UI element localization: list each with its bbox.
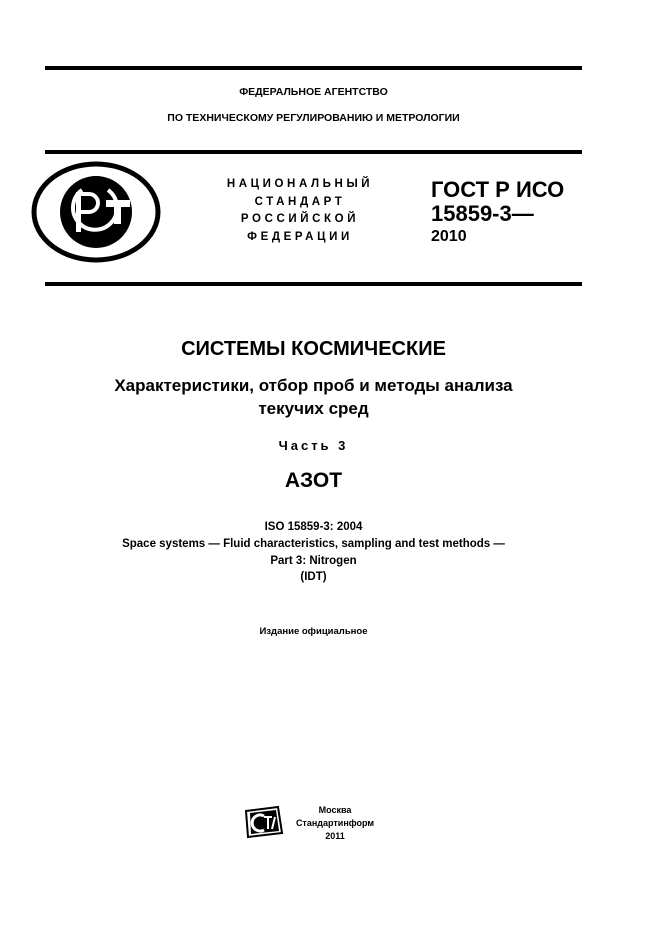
standard-type-line: ФЕДЕРАЦИИ [247,230,353,243]
publisher-city: Москва [318,805,352,815]
designation-year: 2010 [431,228,467,245]
publisher-year: 2011 [325,831,345,841]
subtitle-line-1: Характеристики, отбор проб и методы анализа [114,376,513,395]
standard-type-line: НАЦИОНАЛЬНЫЙ [226,178,374,190]
standard-type [215,176,385,246]
standartinform-logo-icon [244,805,284,839]
publisher [295,804,375,843]
standard-type-line: СТАНДАРТ [254,195,346,208]
iso-line-1: ISO 15859-3: 2004 [264,521,363,533]
iso-line-3: Part 3: Nitrogen [270,555,357,567]
block-rule [45,282,582,286]
part-number: Часть 3 [278,438,349,453]
agency-line-1: ФЕДЕРАЛЬНОЕ АГЕНТСТВО [239,86,388,98]
standard-type-line: РОССИЙСКОЙ [240,213,360,226]
document-title: СИСТЕМЫ КОСМИЧЕСКИЕ [181,338,446,360]
iso-line-4: (IDT) [300,571,327,583]
edition-label: Издание официальное [259,626,368,637]
part-title: АЗОТ [284,469,343,492]
iso-line-2: Space systems — Fluid characteristics, sampling and test methods — [122,538,505,550]
top-rule [45,66,582,70]
header-rule [45,150,582,154]
subtitle-line-2: текучих сред [258,399,369,418]
publisher-name: Стандартинформ [295,818,375,828]
designation-line-1: ГОСТ Р ИСО [431,177,565,202]
designation-line-2: 15859-3— [431,201,534,226]
agency-line-2: ПО ТЕХНИЧЕСКОМУ РЕГУЛИРОВАНИЮ И МЕТРОЛОГИИ [167,112,460,124]
rst-logo-icon [30,160,162,264]
